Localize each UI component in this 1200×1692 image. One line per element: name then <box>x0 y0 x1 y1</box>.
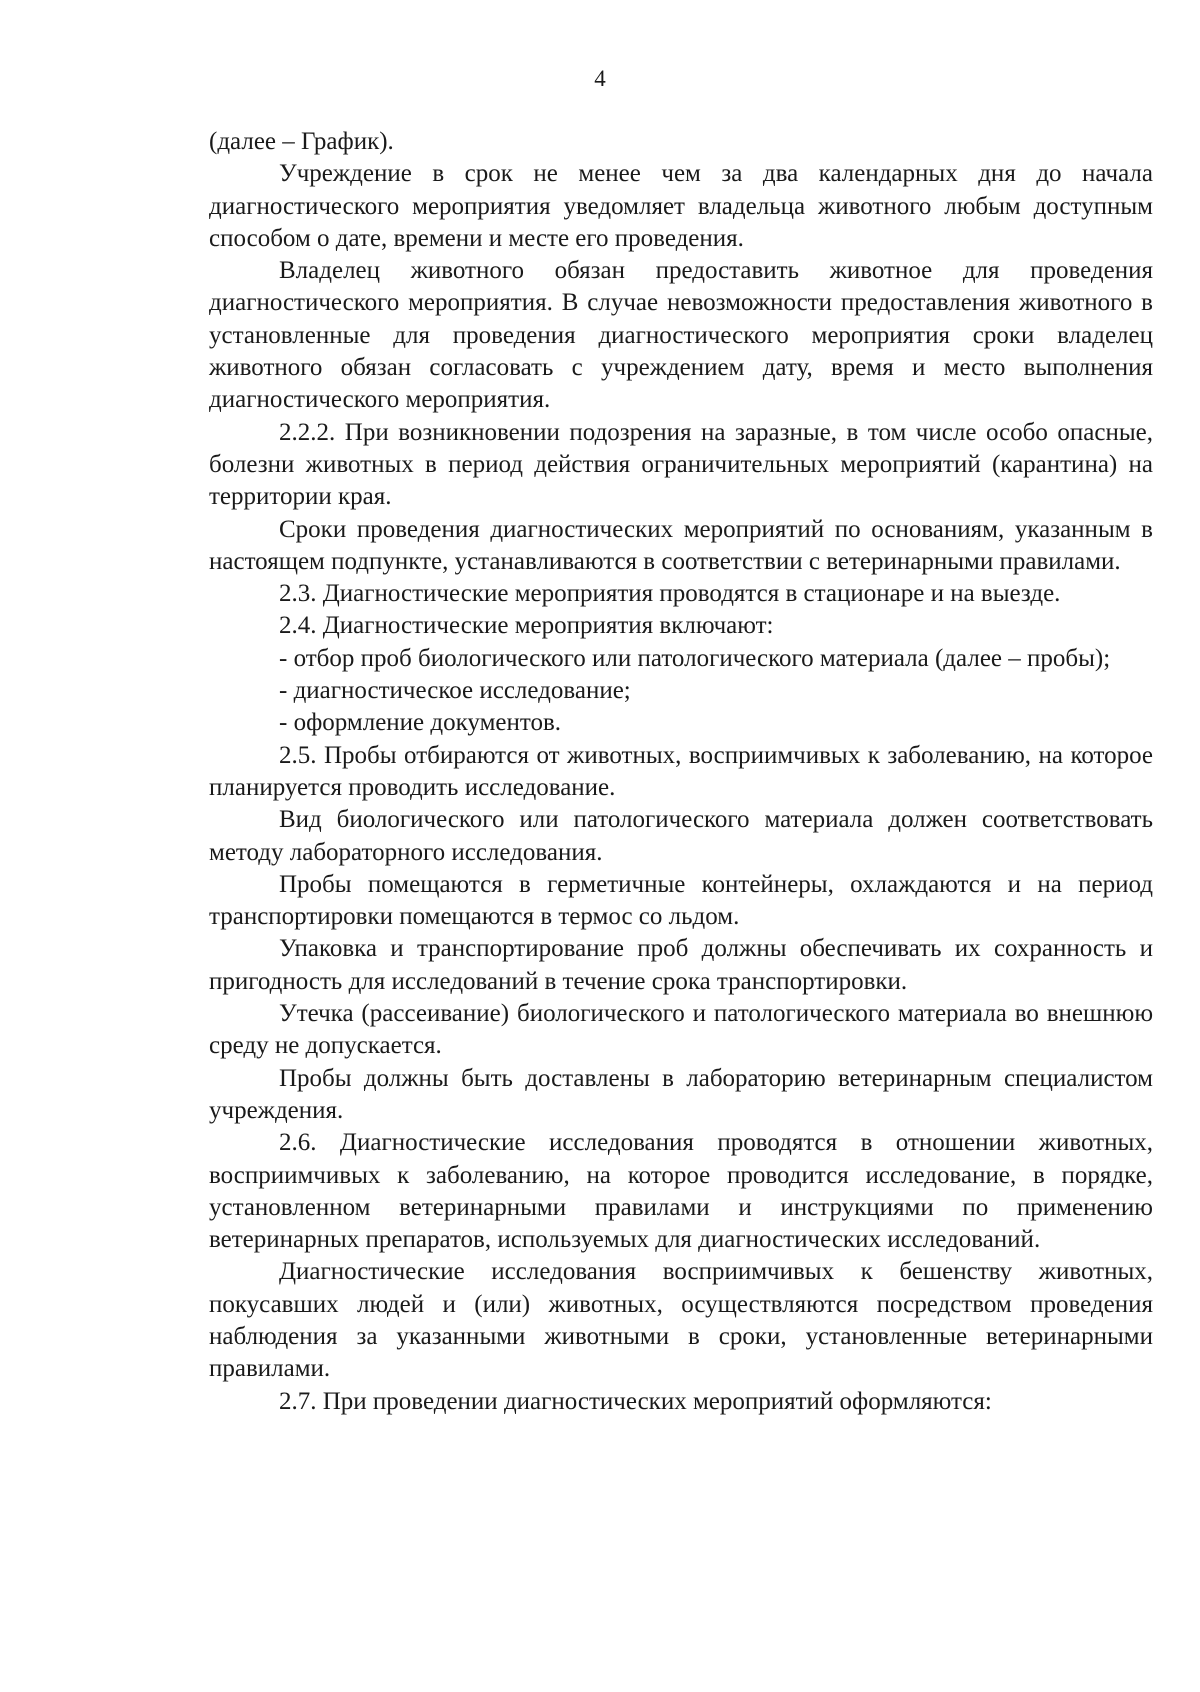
list-item: - отбор проб биологического или патологического материала (далее – пробы); <box>279 644 1111 672</box>
list-item: - оформление документов. <box>279 709 562 737</box>
document-body <box>209 126 1153 1418</box>
paragraph: Утечка (рассеивание) биологического и патологического материала во внешнюю среду не допускается. <box>209 1000 1153 1060</box>
paragraph: 2.4. Диагностические мероприятия включают: <box>279 612 774 640</box>
paragraph: Вид биологического или патологического материала должен соответствовать методу лабораторного исследования. <box>209 806 1153 866</box>
paragraph: Диагностические исследования восприимчивых к бешенству животных, покусавших людей и (или) животных, осуществляются посредством проведения наблюдения за указанными животными в сроки, установленные ветеринарными правилами. <box>209 1258 1153 1383</box>
paragraph: Сроки проведения диагностических мероприятий по основаниям, указанным в настоящем подпункте, устанавливаются в соответствии с ветеринарными правилами. <box>209 515 1153 575</box>
page-number: 4 <box>594 66 606 91</box>
paragraph: Пробы помещаются в герметичные контейнеры, охлаждаются и на период транспортировки помещаются в термос со льдом. <box>209 870 1153 931</box>
paragraph: 2.5. Пробы отбираются от животных, восприимчивых к заболеванию, на которое планируется проводить исследование. <box>209 741 1153 801</box>
paragraph: Пробы должны быть доставлены в лабораторию ветеринарным специалистом учреждения. <box>209 1064 1153 1124</box>
paragraph-continuation: (далее – График). <box>209 128 394 155</box>
paragraph: 2.2.2. При возникновении подозрения на заразные, в том числе особо опасные, болезни животных в период действия ограничительных мероприятий (карантина) на территории края. <box>209 418 1153 511</box>
paragraph: Учреждение в срок не менее чем за два календарных дня до начала диагностического мероприятия уведомляет владельца животного любым доступным способом о дате, времени и месте его проведения. <box>209 160 1153 252</box>
paragraph: Владелец животного обязан предоставить животное для проведения диагностического мероприятия. В случае невозможности предоставления животного в установленные для проведения диагностического мероприятия сроки владелец животного обязан согласовать с учреждением дату, время и место выполнения диагностического мероприятия. <box>209 257 1153 414</box>
paragraph: 2.7. При проведении диагностических мероприятий оформляются: <box>279 1387 992 1415</box>
list-item: - диагностическое исследование; <box>279 677 631 705</box>
paragraph: Упаковка и транспортирование проб должны обеспечивать их сохранность и пригодность для исследований в течение срока транспортировки. <box>209 935 1153 995</box>
paragraph: 2.6. Диагностические исследования проводятся в отношении животных, восприимчивых к заболеванию, на которое проводится исследование, в порядке, установленном ветеринарными правилами и инструкциями по применению ветеринарных препаратов, используемых для диагностических исследований. <box>209 1129 1153 1254</box>
paragraph: 2.3. Диагностические мероприятия проводятся в стационаре и на выезде. <box>279 580 1061 608</box>
